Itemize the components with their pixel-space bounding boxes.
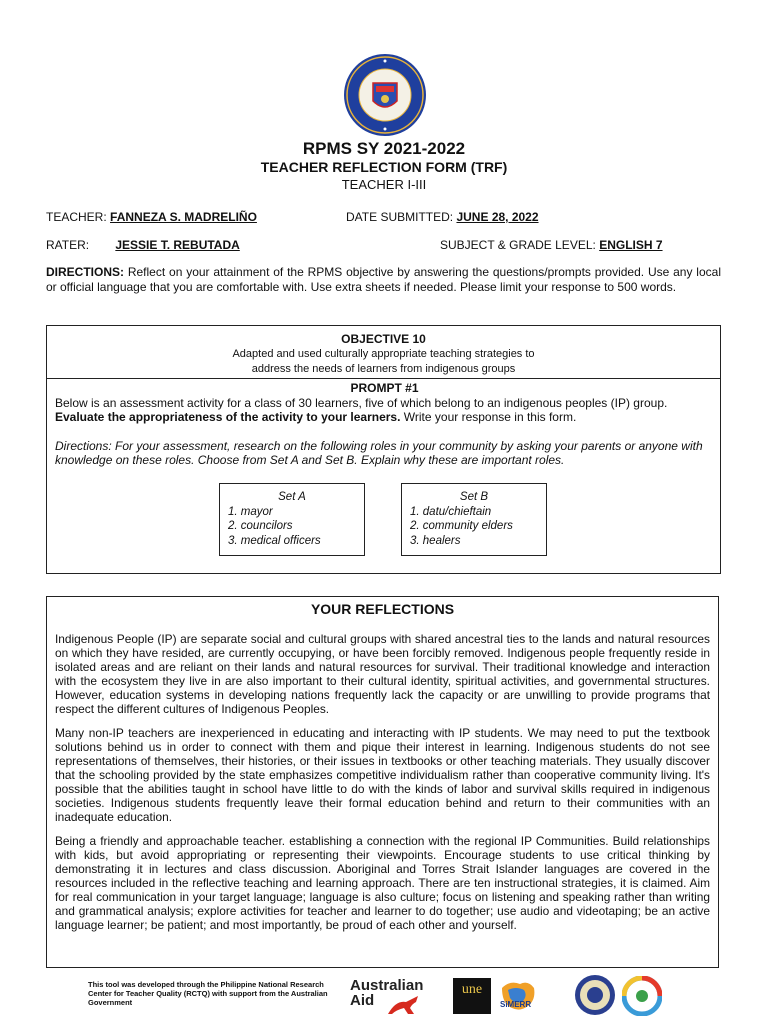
teacher-value: FANNEZA S. MADRELIÑO [110,210,257,224]
prompt-directions: Directions: For your assessment, research on the following roles in your community by asking your parents or anyone with knowledge on these roles. Choose from Set A and Set B. Explain why these are important roles. [55,438,703,467]
set-b-box [401,483,547,556]
une-logo [453,978,491,1014]
partner-swirl-logo [622,976,662,1016]
prompt-heading: PROMPT #1 [350,381,419,395]
form-subtitle: TEACHER REFLECTION FORM (TRF) [260,159,508,175]
teacher-field [46,210,318,224]
simerr-logo [498,978,538,1014]
objective-line-2: address the needs of learners from indigenous groups [251,363,516,375]
footer-note: This tool was developed through the Philippine National Research Center for Teacher Quality (RCTQ) with support from the Australian Government [88,980,328,1007]
deped-seal-logo [343,53,427,137]
objective-box [46,325,721,574]
date-field [346,210,642,224]
set-a-box [219,483,365,556]
reflection-paragraph: Many non-IP teachers are inexperienced in educating and interacting with IP students. We may need to put the textbook solutions behind us in order to connect with them and pique their interest in learning. Indigenous students do not see representations of themselves, their histories, or their issues in textbooks or other teaching materials. They usually discover that the schooling provided by the state emphasizes competitive individualism rather than cooperative community living. It's possible that the abilities taught in school have little to do with the kinds of labor and survival skills required in indigenous societies. Indigenous students frequently leave their formal education behind and return to their communities with an inadequate education. [55,726,710,824]
kangaroo-icon [386,994,420,1016]
set-a-item: 3. medical officers [228,534,321,547]
prompt-rest: Write your response in this form. [400,410,577,424]
rater-value: JESSIE T. REBUTADA [115,238,240,252]
date-label: DATE SUBMITTED: [346,210,454,224]
objective-heading: OBJECTIVE 10 [341,332,426,346]
set-b-item: 3. healers [410,534,461,547]
prompt-line-1: Below is an assessment activity for a class of 30 learners, five of which belong to an indigenous peoples (IP) group. [55,395,668,410]
reflections-box [46,596,719,968]
prompt-line-2 [55,410,714,425]
directions-text [46,265,721,295]
set-a-title: Set A [278,491,306,503]
rater-field [46,238,343,252]
prompt-bold: Evaluate the appropriateness of the activity to your learners. [55,410,401,424]
set-a-item: 2. councilors [228,520,293,532]
subject-value: ENGLISH 7 [599,238,663,252]
set-b-title: Set B [459,491,489,503]
une-text: une [461,982,483,997]
form-level: TEACHER I-III [341,177,427,192]
reflection-paragraph: Being a friendly and approachable teacher. establishing a connection with the regional IP Communities. Build relationships with kids, but avoid appropriating or representing their viewpoints. Encourage students to use critical thinking by demonstrating it in lectures and class discussion. Aboriginal and Torres Strait Islander languages are covered in the resources included in the reflective teaching and learning approach. There are ten instructional strategies, it is claimed. Aim for real communication in your target language; language is also culture; focus on listening and speaking rather than writing and grammatical analysis; explore activities for teacher and learner to do together; use audio and videotaping; be an active language learner; be patient; and most importantly, be proud of each other and yourself. [55,834,710,932]
reflections-body [55,632,710,942]
prompt-section [55,381,714,468]
form-title: RPMS SY 2021-2022 [302,139,466,158]
rater-label: RATER: [46,238,90,252]
directions-body: Reflect on your attainment of the RPMS objective by answering the questions/prompts provided. Use any local or official language that you are comfortable with. Use extra sheets if needed. Please limit your response to 500 words. [46,265,721,294]
teacher-label: TEACHER: [46,210,107,224]
objective-header [47,326,720,379]
reflection-paragraph: Indigenous People (IP) are separate social and cultural groups with shared ancestral ties to the lands and natural resources on which they have resided, are currently occupying, or have been forcibly removed. Indigenous people frequently reside in isolated areas and are reliant on their lands and natural resources for survival. Their traditional knowledge and interaction with the ecosystem they live in are also important to their cultural identity, spiritual activities, and governmental structures. However, education systems in developing nations frequently lack the capacity or are unwilling to provide programs that respect the different cultures of Indigenous Peoples. [55,632,710,716]
subject-field [440,238,685,252]
aid-line-2: Aid [350,992,375,1009]
set-b-item: 1. datu/chieftain [410,505,492,518]
reflections-heading: YOUR REFLECTIONS [310,601,455,617]
set-b-item: 2. community elders [410,520,513,532]
aid-line-1: Australian [350,977,424,994]
directions-label: DIRECTIONS: [46,265,124,279]
set-a-item: 1. mayor [228,505,273,518]
subject-label: SUBJECT & GRADE LEVEL: [440,238,596,252]
simerr-text: SiMERR [500,1000,532,1009]
rctq-seal-logo [574,974,616,1016]
date-value: JUNE 28, 2022 [456,210,539,224]
objective-line-1: Adapted and used culturally appropriate teaching strategies to [232,348,535,360]
